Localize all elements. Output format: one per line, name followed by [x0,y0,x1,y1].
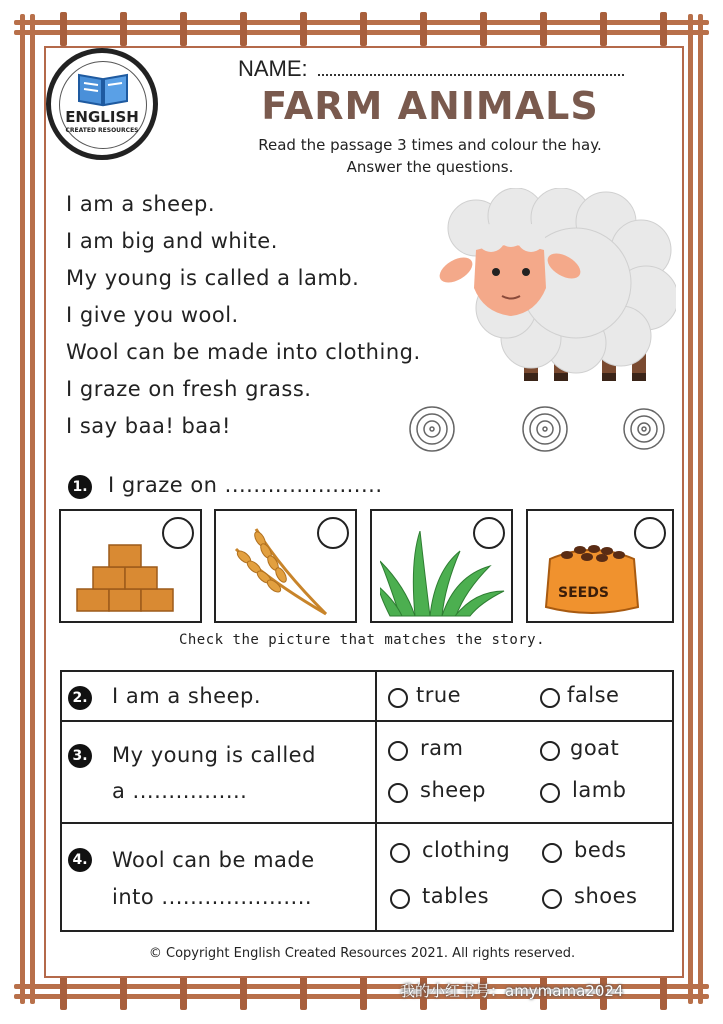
question-3-text: My young is called [112,743,316,767]
name-field-line[interactable] [318,74,624,76]
radio-lamb[interactable] [540,783,560,803]
question-1-text: I graze on ...................... [108,473,383,497]
seeds-label: SEEDS [558,585,609,601]
option-ram: ram [420,736,464,760]
picture-option-seeds[interactable] [526,509,674,623]
question-4-text: Wool can be made [112,848,315,872]
passage-line: I am a sheep. [66,192,216,216]
picture-option-grass[interactable] [370,509,513,623]
instruction-line-1: Read the passage 3 times and colour the hay. [258,136,602,154]
question-1-caption: Check the picture that matches the story. [178,632,546,648]
seeds-bag-icon [542,537,642,617]
question-4-number: 4. [68,848,92,872]
question-2-number: 2. [68,686,92,710]
sheep-illustration [436,188,676,393]
radio-ram[interactable] [388,741,408,761]
checkbox-circle[interactable] [317,517,349,549]
option-true: true [416,683,462,707]
radio-goat[interactable] [540,741,560,761]
radio-sheep[interactable] [388,783,408,803]
hay-bales-to-colour[interactable] [406,405,666,455]
option-shoes: shoes [574,884,638,908]
option-tables: tables [422,884,490,908]
option-beds: beds [574,838,627,862]
logo [46,48,158,160]
radio-beds[interactable] [542,843,562,863]
question-3-number: 3. [68,744,92,768]
radio-shoes[interactable] [542,889,562,909]
passage-line: I am big and white. [66,229,278,253]
passage-line: My young is called a lamb. [66,266,360,290]
passage-line: Wool can be made into clothing. [66,340,421,364]
option-sheep: sheep [420,778,486,802]
picture-option-hay[interactable] [59,509,202,623]
name-label: NAME: [238,56,308,81]
page-title: FARM ANIMALS [261,84,599,128]
radio-clothing[interactable] [390,843,410,863]
book-icon [75,69,131,107]
option-false: false [567,683,620,707]
question-3-blank: a ................ [112,779,248,803]
option-clothing: clothing [422,838,511,862]
radio-false[interactable] [540,688,560,708]
question-4-blank: into ..................... [112,885,313,909]
checkbox-circle[interactable] [634,517,666,549]
option-goat: goat [570,736,620,760]
checkbox-circle[interactable] [162,517,194,549]
watermark-text: 我的小红书号：amymama2024 [400,982,624,1000]
picture-option-wheat[interactable] [214,509,357,623]
option-lamb: lamb [572,778,627,802]
instruction-line-2: Answer the questions. [346,158,514,176]
radio-true[interactable] [388,688,408,708]
logo-text-english: ENGLISH [65,108,139,126]
passage-line: I graze on fresh grass. [66,377,312,401]
logo-text-resources: CREATED RESOURCES [65,127,139,134]
passage-line: I say baa! baa! [66,414,231,438]
radio-tables[interactable] [390,889,410,909]
question-1-number: 1. [68,475,92,499]
passage-line: I give you wool. [66,303,239,327]
question-2-text: I am a sheep. [112,684,262,708]
copyright-text: © Copyright English Created Resources 2021. All rights reserved. [148,946,576,961]
checkbox-circle[interactable] [473,517,505,549]
